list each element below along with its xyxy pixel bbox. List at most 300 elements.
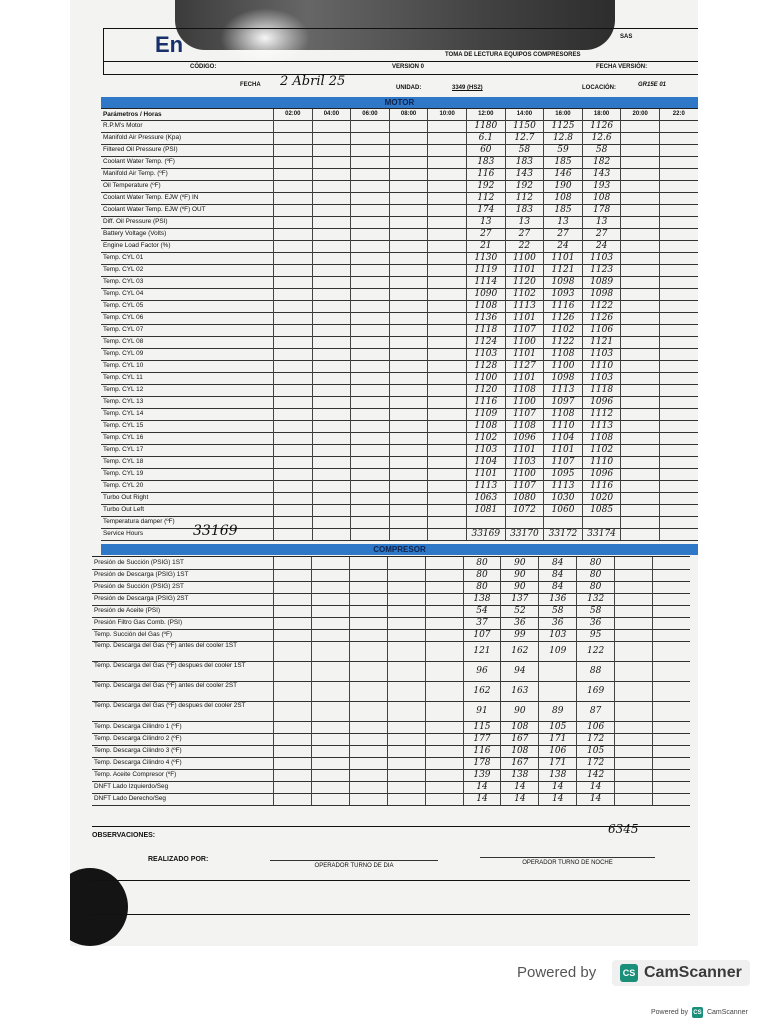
empty-cell [273,721,311,733]
reading-cell: 1127 [505,360,544,372]
reading-cell: 1100 [505,336,544,348]
empty-cell [387,581,425,593]
empty-cell [652,629,690,641]
reading-cell: 1102 [543,324,582,336]
empty-cell [350,252,389,264]
table-row [92,793,690,806]
empty-cell [427,168,466,180]
empty-cell [659,204,698,216]
empty-cell [387,721,425,733]
empty-cell [350,396,389,408]
empty-cell [659,132,698,144]
reading-cell: 1107 [505,324,544,336]
reading-cell: 58 [582,144,621,156]
reading-cell: 142 [576,769,614,781]
empty-cell [652,733,690,745]
reading-cell: 1121 [543,264,582,276]
empty-cell [312,348,351,360]
reading-cell: 192 [466,180,505,192]
empty-cell [620,372,659,384]
empty-cell [425,721,463,733]
reading-cell: 1063 [466,492,505,504]
empty-cell [425,733,463,745]
empty-cell [350,300,389,312]
empty-cell [620,396,659,408]
reading-cell: 1126 [543,312,582,324]
reading-cell: 60 [466,144,505,156]
row-label: Temp. Descarga del Gas (ºF) despues del cooler 2ST [94,702,246,709]
empty-cell [311,721,349,733]
empty-cell [350,156,389,168]
params-header: Parámetros / Horas [103,111,162,118]
empty-cell [427,252,466,264]
empty-cell [273,420,312,432]
empty-cell [311,757,349,769]
empty-cell [350,420,389,432]
reading-cell: 182 [582,156,621,168]
empty-cell [311,701,349,721]
reading-cell: 1124 [466,336,505,348]
empty-cell [425,641,463,661]
empty-cell [349,721,387,733]
empty-cell [273,701,311,721]
empty-cell [389,180,428,192]
empty-cell [659,300,698,312]
reading-cell: 143 [505,168,544,180]
empty-cell [389,432,428,444]
row-label: Temp. CYL 03 [103,278,144,285]
reading-cell: 89 [538,701,576,721]
empty-cell [273,480,312,492]
camscanner-icon: CS [620,964,638,982]
empty-cell [659,264,698,276]
reading-cell: 90 [500,557,538,569]
reading-cell: 171 [538,757,576,769]
reading-cell: 183 [466,156,505,168]
empty-cell [311,745,349,757]
reading-cell: 33172 [543,528,582,540]
empty-cell [312,168,351,180]
empty-cell [427,192,466,204]
empty-cell [620,516,659,528]
empty-cell [350,264,389,276]
empty-cell [273,569,311,581]
empty-cell [389,384,428,396]
empty-cell [427,480,466,492]
camscanner-small-powered: Powered by [651,1009,688,1016]
reading-cell: 183 [505,204,544,216]
row-label: Temp. CYL 14 [103,410,144,417]
empty-cell [620,504,659,516]
empty-cell [427,396,466,408]
empty-cell [273,276,312,288]
reading-cell: 14 [500,793,538,805]
reading-cell: 1113 [543,384,582,396]
row-label: Temp. Descarga Cilindro 3 (ºF) [94,747,182,754]
empty-cell [349,681,387,701]
empty-cell [620,216,659,228]
empty-cell [312,492,351,504]
empty-cell [350,192,389,204]
empty-cell [425,745,463,757]
empty-cell [427,312,466,324]
empty-cell [659,168,698,180]
reading-cell: 103 [538,629,576,641]
empty-cell [389,288,428,300]
empty-cell [620,228,659,240]
row-label: Presión de Descarga (PSIG) 1ST [94,571,189,578]
empty-cell [620,360,659,372]
empty-cell [652,557,690,569]
empty-cell [614,701,652,721]
empty-cell [389,360,428,372]
empty-cell [425,701,463,721]
table-row [101,523,698,541]
empty-cell [387,661,425,681]
reading-cell: 1101 [505,264,544,276]
empty-cell [273,757,311,769]
row-label: Temp. Descarga Cilindro 4 (ºF) [94,759,182,766]
reading-cell: 106 [576,721,614,733]
empty-cell [659,156,698,168]
row-label: Turbo Out Right [103,494,149,501]
empty-cell [273,629,311,641]
empty-cell [614,557,652,569]
empty-cell [614,581,652,593]
row-label: Manifold Air Temp. (ºF) [103,170,168,177]
reading-cell: 1101 [505,312,544,324]
empty-cell [620,336,659,348]
reading-cell: 1098 [582,288,621,300]
reading-cell: 14 [463,781,501,793]
reading-cell: 1113 [466,480,505,492]
empty-cell [273,384,312,396]
reading-cell: 108 [582,192,621,204]
row-label: Manifold Air Pressure (Kpa) [103,134,182,141]
empty-cell [614,641,652,661]
reading-cell: 80 [576,557,614,569]
empty-cell [659,144,698,156]
reading-cell: 1121 [582,336,621,348]
reading-cell: 1103 [505,456,544,468]
row-label: Temp. CYL 18 [103,458,144,465]
row-label: DNFT Lado Derecho/Seg [94,795,166,802]
reading-cell: 95 [576,629,614,641]
empty-cell [427,156,466,168]
row-label: Temp. Descarga Cilindro 2 (ºF) [94,735,182,742]
reading-cell: 138 [463,593,501,605]
empty-cell [273,593,311,605]
empty-cell [425,793,463,805]
row-label: Temp. CYL 02 [103,266,144,273]
empty-cell [350,312,389,324]
operador-dia-signature-line: OPERADOR TURNO DE DIA [270,860,438,869]
reading-cell: 1102 [582,444,621,456]
row-label: Temp. CYL 01 [103,254,144,261]
reading-cell: 1020 [582,492,621,504]
empty-cell [620,264,659,276]
empty-cell [389,240,428,252]
empty-cell [312,192,351,204]
empty-cell [652,769,690,781]
empty-cell [427,444,466,456]
reading-cell: 58 [538,605,576,617]
unidad-value: 3349 (HS2) [452,85,483,91]
reading-cell: 36 [500,617,538,629]
empty-cell [427,492,466,504]
empty-cell [427,516,466,528]
empty-cell [273,492,312,504]
empty-cell [311,781,349,793]
reading-cell: 115 [463,721,501,733]
reading-cell: 1101 [505,348,544,360]
empty-cell [620,348,659,360]
camscanner-powered-by: Powered by [517,964,597,981]
row-label: Temp. Descarga del Gas (ºF) despues del cooler 1ST [94,662,246,669]
reading-cell: 105 [576,745,614,757]
empty-cell [311,617,349,629]
empty-cell [273,168,312,180]
empty-cell [349,629,387,641]
reading-cell: 172 [576,733,614,745]
empty-cell [312,396,351,408]
empty-cell [312,132,351,144]
reading-cell: 27 [582,228,621,240]
empty-cell [652,781,690,793]
reading-cell: 99 [500,629,538,641]
empty-cell [273,781,311,793]
row-label: R.P.M's Motor [103,122,143,129]
empty-cell [389,528,428,540]
row-label: Presión de Aceite (PSI) [94,607,161,614]
reading-cell: 174 [466,204,505,216]
fecha-label: FECHA [240,82,261,88]
form-code-small: SAS [620,34,633,40]
reading-cell: 190 [543,180,582,192]
row-label: Temp. Aceite Compresor (ºF) [94,771,177,778]
reading-cell: 136 [538,593,576,605]
empty-cell [350,180,389,192]
empty-cell [312,336,351,348]
reading-cell: 1110 [543,420,582,432]
reading-cell: 139 [463,769,501,781]
empty-cell [312,252,351,264]
empty-cell [311,733,349,745]
empty-cell [311,641,349,661]
empty-cell [659,336,698,348]
empty-cell [273,581,311,593]
empty-cell [311,593,349,605]
empty-cell [427,228,466,240]
reading-cell: 137 [500,593,538,605]
reading-cell: 183 [505,156,544,168]
reading-cell: 54 [463,605,501,617]
empty-cell [350,444,389,456]
empty-cell [620,144,659,156]
empty-cell [273,641,311,661]
reading-cell: 12.7 [505,132,544,144]
reading-cell: 107 [463,629,501,641]
empty-cell [659,516,698,528]
operador-noche-signature-line: OPERADOR TURNO DE NOCHE [480,857,655,866]
reading-cell: 1108 [543,408,582,420]
reading-cell: 27 [543,228,582,240]
empty-cell [387,701,425,721]
reading-cell: 14 [538,793,576,805]
empty-cell [389,168,428,180]
empty-cell [614,745,652,757]
empty-cell [620,312,659,324]
empty-cell [312,504,351,516]
empty-cell [350,144,389,156]
reading-cell: 13 [543,216,582,228]
reading-cell: 91 [463,701,501,721]
empty-cell [425,757,463,769]
empty-cell [273,432,312,444]
reading-cell: 1122 [543,336,582,348]
row-label: Temp. CYL 17 [103,446,144,453]
empty-cell [427,204,466,216]
reading-cell: 1100 [543,360,582,372]
hour-header: 20:00 [620,109,659,120]
reading-cell: 108 [500,745,538,757]
empty-cell [652,721,690,733]
empty-cell [659,420,698,432]
empty-cell [312,240,351,252]
reading-cell: 109 [538,641,576,661]
reading-cell: 1110 [582,456,621,468]
row-label: Temp. Succión del Gas (ºF) [94,631,172,638]
empty-cell [614,721,652,733]
reading-cell: 1113 [543,480,582,492]
reading-cell: 1093 [543,288,582,300]
row-label: Coolant Water Temp. EJW (ºF) IN [103,194,199,201]
empty-cell [659,492,698,504]
reading-cell: 138 [538,769,576,781]
reading-cell: 105 [538,721,576,733]
empty-cell [389,396,428,408]
empty-cell [273,372,312,384]
empty-cell [273,733,311,745]
reading-cell [543,516,582,528]
empty-cell [387,681,425,701]
reading-cell: 59 [543,144,582,156]
reading-cell: 108 [543,192,582,204]
reading-cell: 1126 [582,312,621,324]
empty-cell [350,120,389,132]
reading-cell: 171 [538,733,576,745]
empty-cell [659,372,698,384]
empty-cell [389,264,428,276]
empty-cell [389,336,428,348]
empty-cell [273,444,312,456]
empty-cell [312,420,351,432]
reading-cell: 1080 [505,492,544,504]
empty-cell [273,468,312,480]
reading-cell: 1085 [582,504,621,516]
camscanner-logo [612,960,750,986]
empty-cell [659,180,698,192]
reading-cell: 1110 [582,360,621,372]
empty-cell [620,528,659,540]
reading-cell: 6.1 [466,132,505,144]
row-label: Diff. Oil Pressure (PSI) [103,218,168,225]
empty-cell [620,444,659,456]
empty-cell [652,757,690,769]
reading-cell: 1100 [466,372,505,384]
empty-cell [389,228,428,240]
row-label: Temp. CYL 20 [103,482,144,489]
reading-cell: 1114 [466,276,505,288]
empty-cell [427,528,466,540]
empty-cell [652,617,690,629]
reading-cell: 1130 [466,252,505,264]
reading-cell: 1122 [582,300,621,312]
empty-cell [427,216,466,228]
empty-cell [659,324,698,336]
empty-cell [350,204,389,216]
reading-cell [538,661,576,681]
empty-cell [659,384,698,396]
empty-cell [614,757,652,769]
empty-cell [389,120,428,132]
camscanner-brand: CamScanner [644,964,742,981]
empty-cell [350,288,389,300]
empty-cell [311,793,349,805]
reading-cell: 172 [576,757,614,769]
reading-cell: 21 [466,240,505,252]
reading-cell: 192 [505,180,544,192]
empty-cell [273,336,312,348]
reading-cell: 1104 [466,456,505,468]
empty-cell [312,312,351,324]
empty-cell [273,661,311,681]
empty-cell [427,180,466,192]
empty-cell [614,569,652,581]
empty-cell [311,661,349,681]
empty-cell [273,144,312,156]
empty-cell [312,288,351,300]
row-label: Temp. CYL 09 [103,350,144,357]
empty-cell [312,144,351,156]
reading-cell: 1180 [466,120,505,132]
empty-cell [659,504,698,516]
reading-cell: 162 [463,681,501,701]
empty-cell [350,456,389,468]
reading-cell: 169 [576,681,614,701]
reading-cell: 1103 [466,348,505,360]
reading-cell: 90 [500,569,538,581]
empty-cell [311,557,349,569]
empty-cell [652,681,690,701]
reading-cell: 1116 [582,480,621,492]
empty-cell [350,384,389,396]
empty-cell [311,569,349,581]
empty-cell [273,324,312,336]
reading-cell: 14 [500,781,538,793]
empty-cell [349,641,387,661]
empty-cell [427,372,466,384]
empty-cell [427,240,466,252]
empty-cell [659,120,698,132]
observaciones-divider [92,826,690,827]
empty-cell [659,228,698,240]
empty-cell [350,228,389,240]
empty-cell [311,581,349,593]
empty-cell [425,629,463,641]
reading-cell: 1098 [543,276,582,288]
reading-cell: 13 [505,216,544,228]
